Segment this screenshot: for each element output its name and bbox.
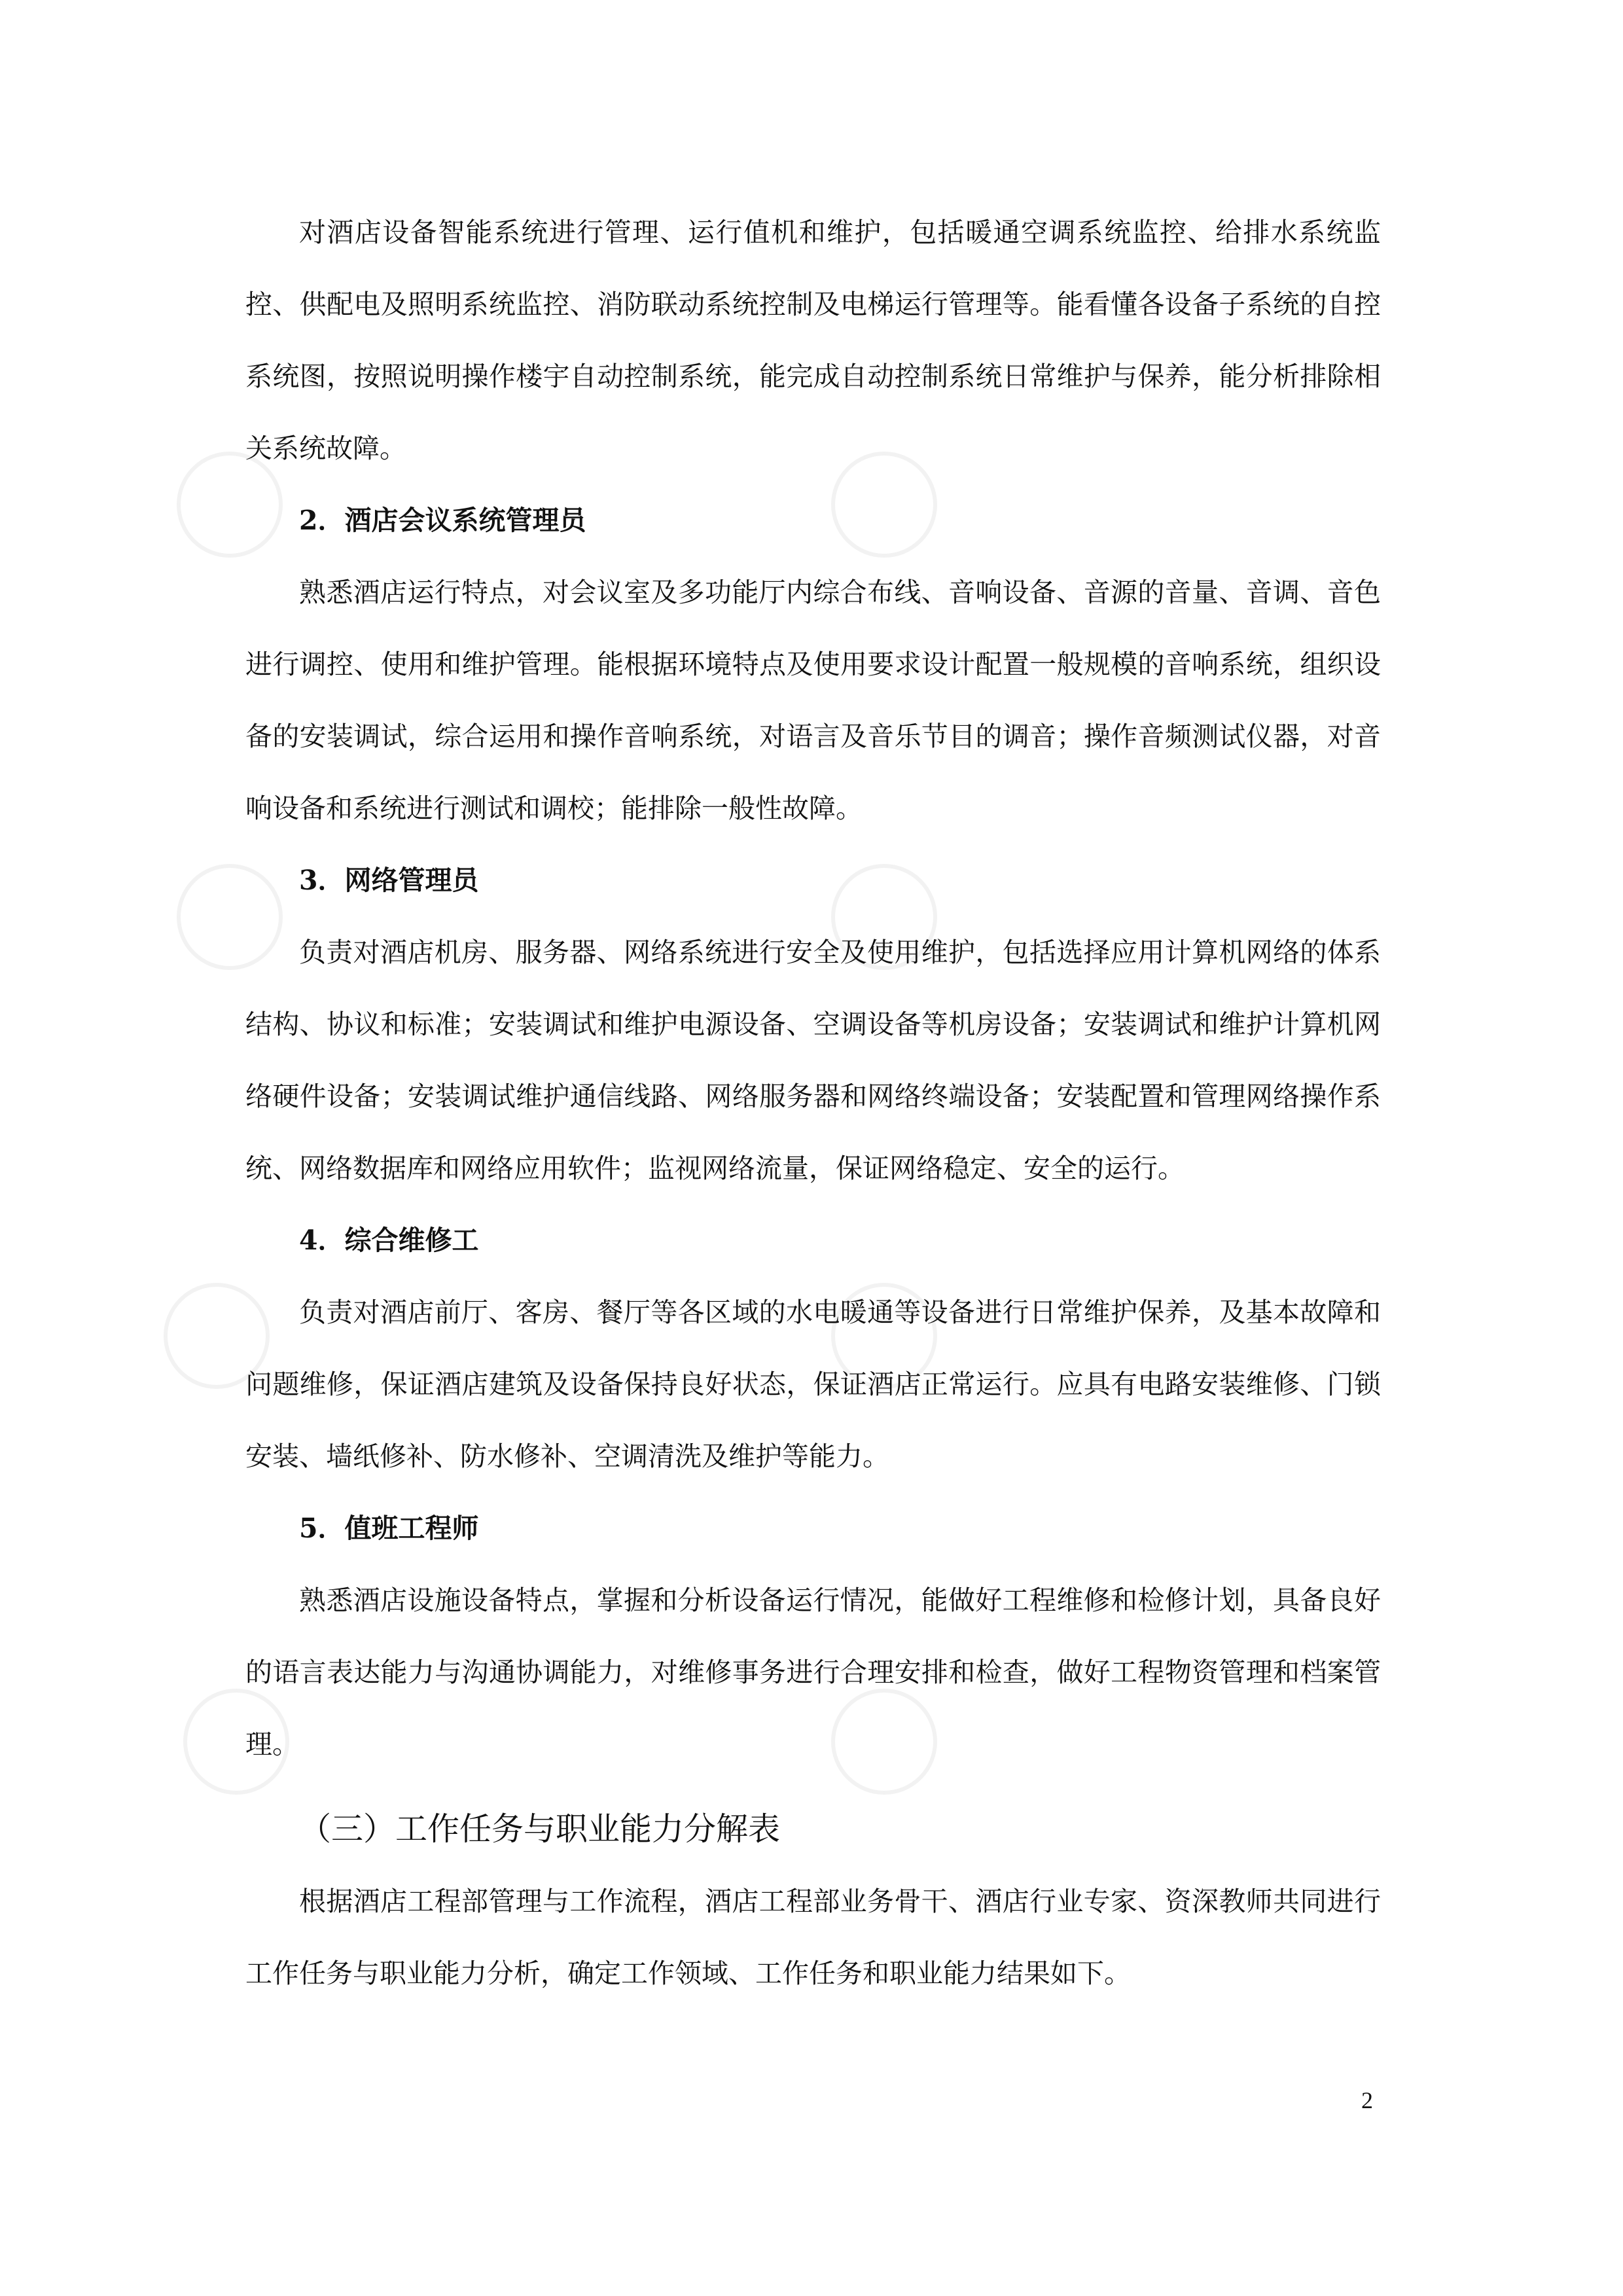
paragraph-building-automation: 对酒店设备智能系统进行管理、运行值机和维护，包括暖通空调系统监控、给排水系统监控、供配电及照明系统监控、消防联动系统控制及电梯运行管理等。能看懂各设备子系统的自控系统图，按照说明操作楼宇自动控制系统，能完成自动控制系统日常维护与保养，能分析排除相关系统故障。 [245, 217, 1381, 464]
heading-duty-engineer: 5．值班工程师 [299, 1513, 479, 1544]
paragraph-network-admin: 负责对酒店机房、服务器、网络系统进行安全及使用维护，包括选择应用计算机网络的体系结构、协议和标准；安装调试和维护电源设备、空调设备等机房设备；安装调试和维护计算机网络硬件设备；安装调试维护通信线路、网络服务器和网络终端设备；安装配置和管理网络操作系统、网络数据库和网络应用软件；监视网络流量，保证网络稳定、安全的运行。 [245, 937, 1381, 1184]
heading-conference-system-admin: 2．酒店会议系统管理员 [299, 505, 586, 536]
section-heading-task-table: （三）工作任务与职业能力分解表 [299, 1810, 781, 1848]
heading-network-admin: 3．网络管理员 [299, 865, 479, 896]
document-body [245, 196, 1381, 2009]
paragraph-maintenance-worker: 负责对酒店前厅、客房、餐厅等各区域的水电暖通等设备进行日常维护保养，及基本故障和问题维修，保证酒店建筑及设备保持良好状态，保证酒店正常运行。应具有电路安装维修、门锁安装、墙纸修补、防水修补、空调清洗及维护等能力。 [245, 1297, 1381, 1472]
paragraph-conference-system-admin: 熟悉酒店运行特点，对会议室及多功能厅内综合布线、音响设备、音源的音量、音调、音色进行调控、使用和维护管理。能根据环境特点及使用要求设计配置一般规模的音响系统，组织设备的安装调试，综合运用和操作音响系统，对语言及音乐节目的调音；操作音频测试仪器，对音响设备和系统进行测试和调校；能排除一般性故障。 [245, 577, 1381, 824]
paragraph-task-analysis: 根据酒店工程部管理与工作流程，酒店工程部业务骨干、酒店行业专家、资深教师共同进行工作任务与职业能力分析，确定工作领域、工作任务和职业能力结果如下。 [245, 1886, 1381, 1989]
page-number: 2 [1361, 2087, 1373, 2113]
heading-maintenance-worker: 4．综合维修工 [299, 1225, 479, 1256]
paragraph-duty-engineer: 熟悉酒店设施设备特点，掌握和分析设备运行情况，能做好工程维修和检修计划，具备良好的语言表达能力与沟通协调能力，对维修事务进行合理安排和检查，做好工程物资管理和档案管理。 [245, 1585, 1381, 1760]
